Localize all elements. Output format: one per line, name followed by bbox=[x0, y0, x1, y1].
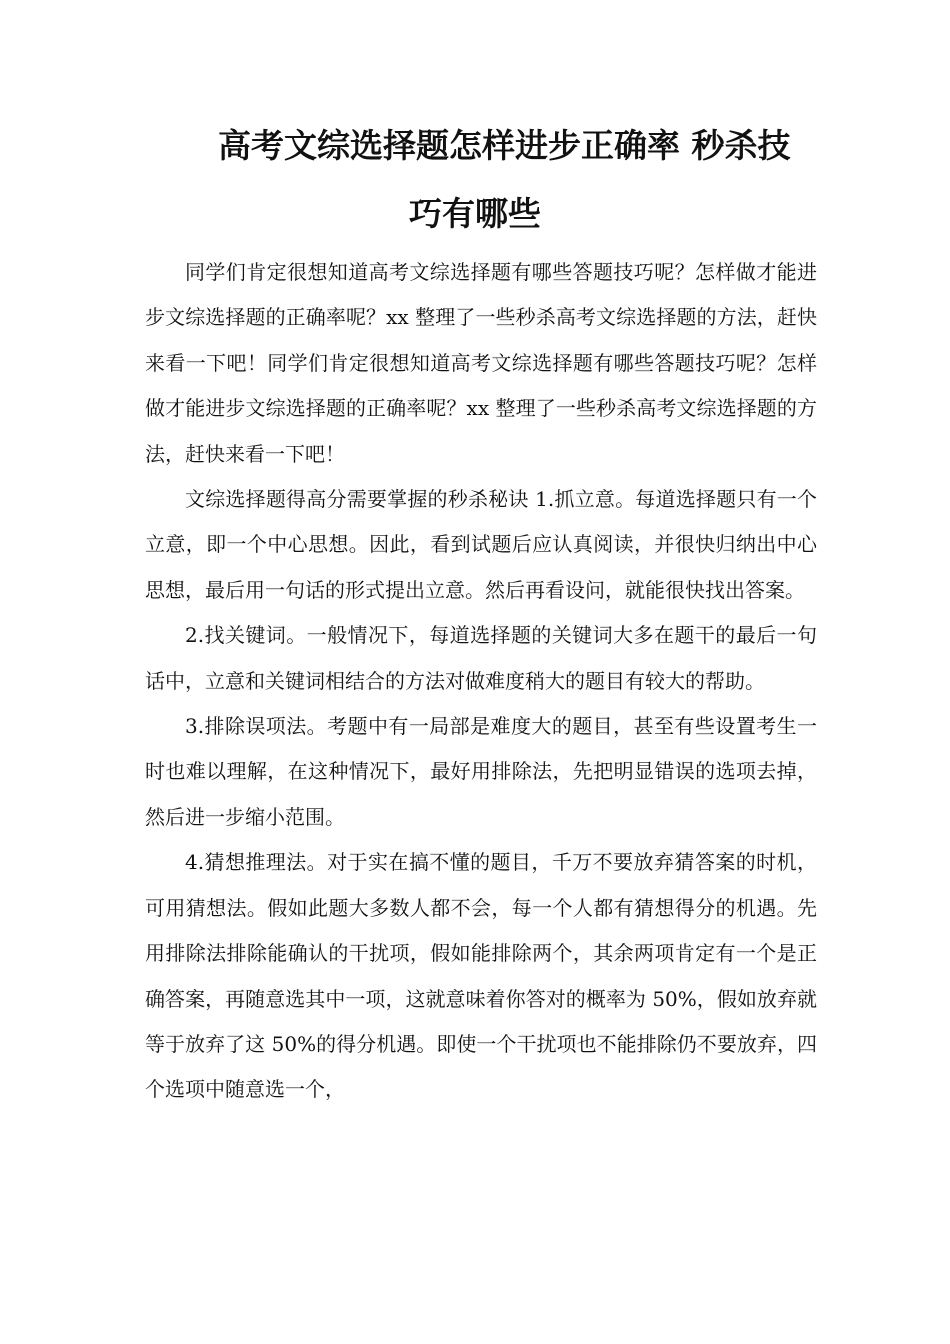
paragraph-tip-4: 4.猜想推理法。对于实在搞不懂的题目，千万不要放弃猜答案的时机，可用猜想法。假如此题大多数人都不会，每一个人都有猜想得分的机遇。先用排除法排除能确认的干扰项，假如能排除两个，其余两项肯定有一个是正确答案，再随意选其中一项，这就意味着你答对的概率为 50%，假如放弃就等于放弃了这 50%的得分机遇。即使一个干扰项也不能排除仍不要放弃，四个选项中随意选一个， bbox=[145, 850, 817, 1102]
title-line-1: 高考文综选择题怎样进步正确率 秒杀技 bbox=[218, 126, 791, 165]
title-line-2: 巧有哪些 bbox=[409, 194, 541, 233]
paragraph-tip-2: 2.找关键词。一般情况下，每道选择题的关键词大多在题干的最后一句话中，立意和关键词相结合的方法对做难度稍大的题目有较大的帮助。 bbox=[145, 623, 817, 693]
paragraph-tip-1: 文综选择题得高分需要掌握的秒杀秘诀 1.抓立意。每道选择题只有一个立意，即一个中心思想。因此，看到试题后应认真阅读，并很快归纳出中心思想，最后用一句话的形式提出立意。然后再看设问，就能很快找出答案。 bbox=[145, 487, 817, 602]
paragraph-intro: 同学们肯定很想知道高考文综选择题有哪些答题技巧呢？怎样做才能进步文综选择题的正确率呢？xx 整理了一些秒杀高考文综选择题的方法，赶快来看一下吧！同学们肯定很想知道高考文综选择题有哪些答题技巧呢？怎样做才能进步文综选择题的正确率呢？xx 整理了一些秒杀高考文综选择题的方法，赶快来看一下吧！ bbox=[145, 260, 817, 466]
document-title bbox=[140, 112, 810, 248]
document-body bbox=[145, 250, 817, 1113]
paragraph-tip-3: 3.排除误项法。考题中有一局部是难度大的题目，甚至有些设置考生一时也难以理解，在这种情况下，最好用排除法，先把明显错误的选项去掉，然后进一步缩小范围。 bbox=[145, 714, 817, 829]
